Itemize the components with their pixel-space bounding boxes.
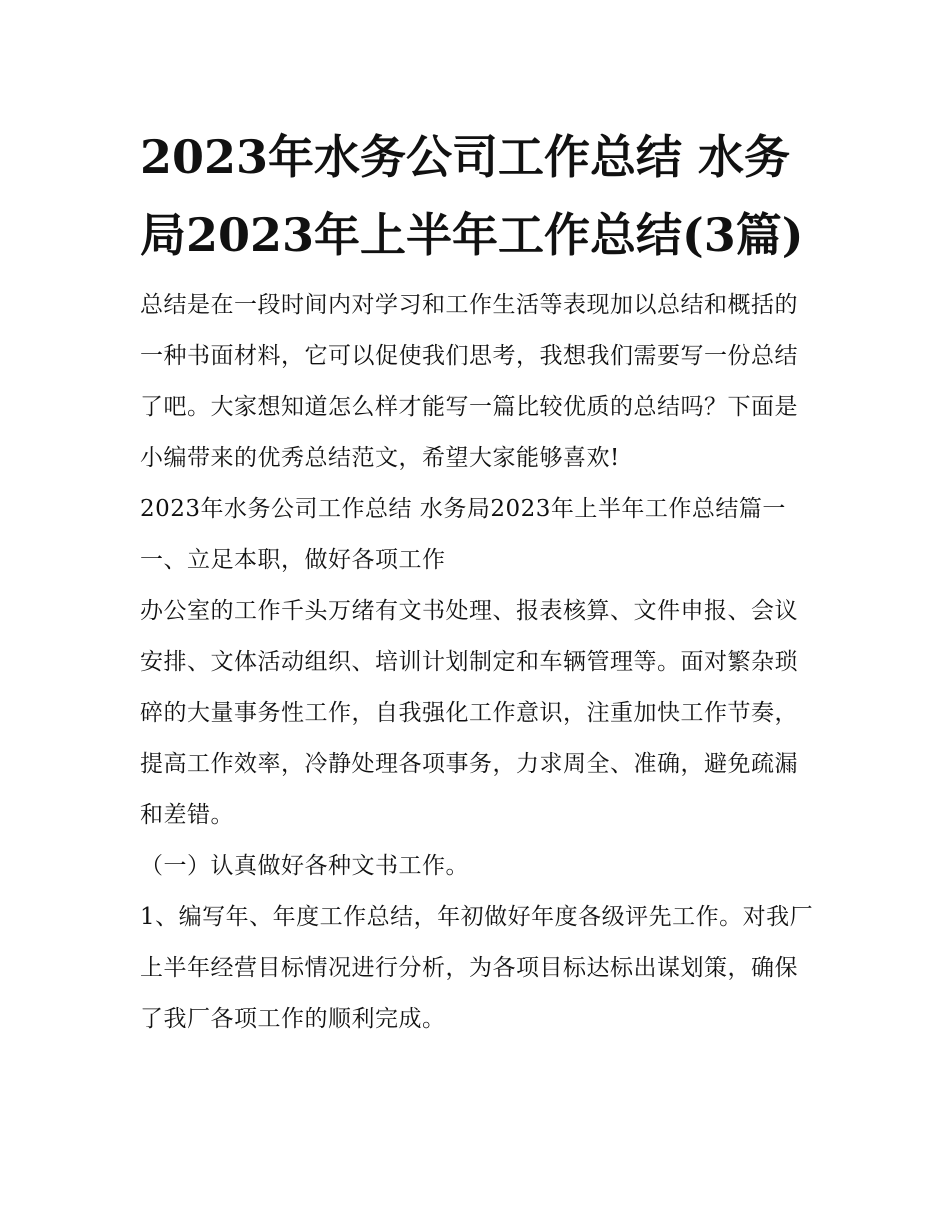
item-heading: （一）认真做好各种文书工作。 <box>140 853 469 879</box>
intro-paragraph: 总结是在一段时间内对学习和工作生活等表现加以总结和概括的一种书面材料，它可以促使我们思考，我想我们需要写一份总结了吧。大家想知道怎么样才能写一篇比较优质的总结吗？下面是小编带来的优秀总结范文，希望大家能够喜欢! <box>140 292 798 471</box>
document-title: 2023年水务公司工作总结 水务局2023年上半年工作总结(3篇) <box>140 130 804 262</box>
subsection-heading: 一、立足本职，做好各项工作 <box>140 547 446 573</box>
section-heading: 2023年水务公司工作总结 水务局2023年上半年工作总结篇一 <box>140 496 786 522</box>
body-paragraph: 办公室的工作千头万绪有文书处理、报表核算、文件申报、会议安排、文体活动组织、培训计划制定和车辆管理等。面对繁杂琐碎的大量事务性工作，自我强化工作意识，注重加快工作节奏，提高工作效率，冷静处理各项事务，力求周全、准确，避免疏漏和差错。 <box>140 598 798 828</box>
body-paragraph: 1、编写年、年度工作总结，年初做好年度各级评先工作。对我厂上半年经营目标情况进行分析，为各项目标达标出谋划策，确保了我厂各项工作的顺利完成。 <box>140 904 814 1032</box>
document-page <box>140 118 820 1045</box>
